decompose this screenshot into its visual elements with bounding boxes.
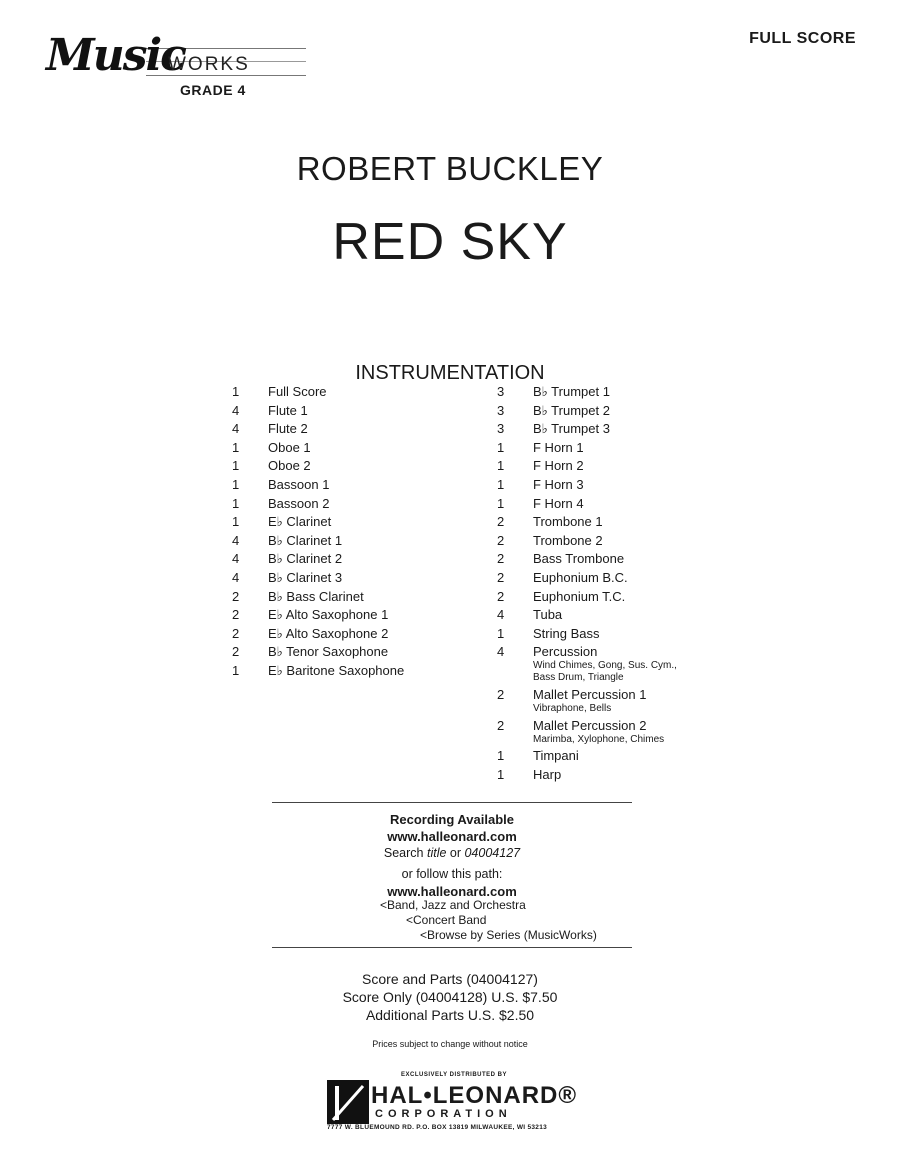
instrument-row <box>232 384 452 403</box>
instrument-row <box>232 403 452 422</box>
instrument-row <box>232 514 452 533</box>
instrument-quantity: 2 <box>232 625 240 641</box>
instrument-name: E♭ Clarinet <box>268 514 332 530</box>
brand-name: HAL•LEONARD® <box>371 1082 578 1109</box>
instrument-quantity: 4 <box>232 532 240 548</box>
instrument-quantity: 2 <box>497 717 505 733</box>
instrument-row <box>497 687 727 718</box>
recording-url-2[interactable]: www.halleonard.com <box>387 884 517 899</box>
instrument-quantity: 2 <box>497 551 505 567</box>
instrument-quantity: 2 <box>497 686 505 702</box>
instrument-name: B♭ Clarinet 1 <box>268 532 343 548</box>
instrument-quantity: 1 <box>497 476 505 492</box>
follow-path-text: or follow this path: <box>401 867 503 881</box>
instrument-name: B♭ Tenor Saxophone <box>268 644 389 660</box>
instrument-quantity: 2 <box>232 607 240 623</box>
instrument-row <box>497 626 727 645</box>
instrument-quantity: 1 <box>232 514 240 530</box>
price-line-1: Score and Parts (04004127) <box>362 971 538 987</box>
brand-corporation: CORPORATION <box>375 1108 512 1120</box>
instrument-quantity: 1 <box>232 439 240 455</box>
instrument-quantity: 4 <box>232 551 240 567</box>
instrument-name: Mallet Percussion 1 <box>533 686 647 702</box>
instrument-note: Marimba, Xylophone, Chimes <box>533 733 665 745</box>
instrument-name: Trombone 2 <box>533 532 603 548</box>
instrument-name: F Horn 4 <box>533 495 584 511</box>
instrument-name: B♭ Trumpet 3 <box>533 421 610 437</box>
instrument-note: Vibraphone, Bells <box>533 702 612 714</box>
instrument-name: F Horn 1 <box>533 439 584 455</box>
path-step-2: <Concert Band <box>406 913 487 927</box>
instrument-quantity: 2 <box>497 569 505 585</box>
instrument-name: Oboe 1 <box>268 439 311 455</box>
instrumentation-right-column <box>497 384 727 785</box>
path-step-1: <Band, Jazz and Orchestra <box>380 898 526 912</box>
instrument-quantity: 2 <box>232 588 240 604</box>
instrument-row <box>232 440 452 459</box>
instrument-row <box>497 607 727 626</box>
exclusive-text: EXCLUSIVELY DISTRIBUTED BY <box>401 1072 508 1078</box>
instrument-name: B♭ Trumpet 1 <box>533 384 610 399</box>
instrument-row <box>232 589 452 608</box>
instrument-row <box>232 458 452 477</box>
instrument-name: Mallet Percussion 2 <box>533 717 647 733</box>
instrument-quantity: 1 <box>497 439 505 455</box>
instrument-row <box>497 718 727 749</box>
browse-path <box>380 898 597 943</box>
instrument-name: F Horn 3 <box>533 476 584 492</box>
logo-works-text: WORKS <box>168 54 250 75</box>
instrument-row <box>497 496 727 515</box>
instrument-quantity: 2 <box>497 532 505 548</box>
instrument-row <box>232 644 452 663</box>
instrument-quantity: 4 <box>232 402 240 418</box>
instrument-row <box>497 767 727 786</box>
instrument-name: Tuba <box>533 607 563 623</box>
instrument-quantity: 1 <box>232 495 240 511</box>
instrument-quantity: 2 <box>497 514 505 530</box>
instrument-row <box>497 440 727 459</box>
instrument-note: Wind Chimes, Gong, Sus. Cym., <box>533 660 677 672</box>
instrument-row <box>497 533 727 552</box>
instrument-name: E♭ Alto Saxophone 2 <box>268 625 389 641</box>
instrument-name: F Horn 2 <box>533 458 584 474</box>
instrument-name: B♭ Bass Clarinet <box>268 588 364 604</box>
instrument-row <box>232 477 452 496</box>
recording-heading: Recording Available <box>389 812 514 827</box>
instrument-row <box>232 421 452 440</box>
instrument-quantity: 1 <box>232 476 240 492</box>
instrument-name: Percussion <box>533 644 598 660</box>
distributor-address: 7777 W. BLUEMOUND RD. P.O. BOX 13819 MILWAUKEE, WI 53213 <box>327 1124 548 1131</box>
instrument-name: Bassoon 1 <box>268 476 330 492</box>
instrument-name: Euphonium B.C. <box>533 569 628 585</box>
instrument-row <box>497 384 727 403</box>
instrument-quantity: 4 <box>497 644 505 660</box>
recording-url[interactable]: www.halleonard.com <box>387 829 517 844</box>
instrument-quantity: 4 <box>232 421 240 437</box>
instrument-name: Timpani <box>533 748 579 764</box>
instrument-name: B♭ Trumpet 2 <box>533 402 610 418</box>
instrument-quantity: 1 <box>497 495 505 511</box>
instrument-quantity: 1 <box>497 458 505 474</box>
instrument-row <box>497 551 727 570</box>
price-notice: Prices subject to change without notice <box>372 1039 528 1049</box>
instrument-quantity: 3 <box>497 384 505 399</box>
instrument-name: E♭ Baritone Saxophone <box>268 662 405 678</box>
instrument-name: Flute 2 <box>268 421 308 437</box>
hal-leonard-mark-icon <box>327 1080 369 1124</box>
instrument-row <box>232 533 452 552</box>
instrument-quantity: 2 <box>497 588 505 604</box>
instrument-note: Bass Drum, Triangle <box>533 672 624 684</box>
instrument-quantity: 1 <box>232 458 240 474</box>
instrument-name: B♭ Clarinet 3 <box>268 569 343 585</box>
instrument-row <box>497 458 727 477</box>
instrument-quantity: 1 <box>232 662 240 678</box>
instrument-quantity: 4 <box>497 607 505 623</box>
instrument-name: Oboe 2 <box>268 458 311 474</box>
divider-bottom <box>272 947 632 948</box>
instrument-row <box>232 626 452 645</box>
instrument-quantity: 1 <box>497 625 505 641</box>
search-prefix: Search <box>383 846 427 860</box>
instrument-quantity: 3 <box>497 421 505 437</box>
instrument-quantity: 1 <box>232 384 240 399</box>
price-line-2: Score Only (04004128) U.S. $7.50 <box>342 989 558 1005</box>
pricing-block <box>0 970 900 1024</box>
instrumentation-heading: INSTRUMENTATION <box>355 362 545 384</box>
instrument-name: Bassoon 2 <box>268 495 330 511</box>
price-line-3: Additional Parts U.S. $2.50 <box>365 1007 535 1023</box>
instrument-name: Bass Trombone <box>533 551 625 567</box>
search-or: or <box>446 846 465 860</box>
instrument-row <box>232 570 452 589</box>
score-type-label: FULL SCORE <box>749 30 856 47</box>
instrument-row <box>232 551 452 570</box>
instrument-name: Full Score <box>268 384 327 399</box>
instrument-name: Flute 1 <box>268 402 308 418</box>
instrument-name: Euphonium T.C. <box>533 588 626 604</box>
instrument-row <box>497 403 727 422</box>
instrument-row <box>497 589 727 608</box>
instrument-row <box>497 570 727 589</box>
composer-name: ROBERT BUCKLEY <box>296 150 604 187</box>
search-title: title <box>426 846 447 860</box>
instrument-name: String Bass <box>533 625 600 641</box>
instrumentation-left-column <box>232 384 452 682</box>
instrument-name: Harp <box>533 766 562 782</box>
instrument-name: E♭ Alto Saxophone 1 <box>268 607 389 623</box>
instrument-quantity: 4 <box>232 569 240 585</box>
logo-script-text: Music <box>46 30 185 81</box>
instrument-row <box>497 748 727 767</box>
path-step-3: <Browse by Series (MusicWorks) <box>420 928 597 942</box>
instrument-row <box>497 421 727 440</box>
grade-label: GRADE 4 <box>180 82 246 98</box>
piece-title: RED SKY <box>332 213 568 271</box>
recording-info <box>272 811 632 900</box>
instrument-row <box>497 477 727 496</box>
instrument-row <box>497 514 727 533</box>
instrument-quantity: 1 <box>497 748 505 764</box>
instrument-name: Trombone 1 <box>533 514 603 530</box>
instrument-row <box>497 644 727 687</box>
instrument-quantity: 1 <box>497 766 505 782</box>
instrument-row <box>232 496 452 515</box>
instrument-row <box>232 607 452 626</box>
instrument-quantity: 3 <box>497 402 505 418</box>
divider-top <box>272 802 632 803</box>
search-line <box>272 845 632 862</box>
instrument-name: B♭ Clarinet 2 <box>268 551 343 567</box>
instrument-row <box>232 663 452 682</box>
search-number: 04004127 <box>464 846 521 860</box>
instrument-quantity: 2 <box>232 644 240 660</box>
